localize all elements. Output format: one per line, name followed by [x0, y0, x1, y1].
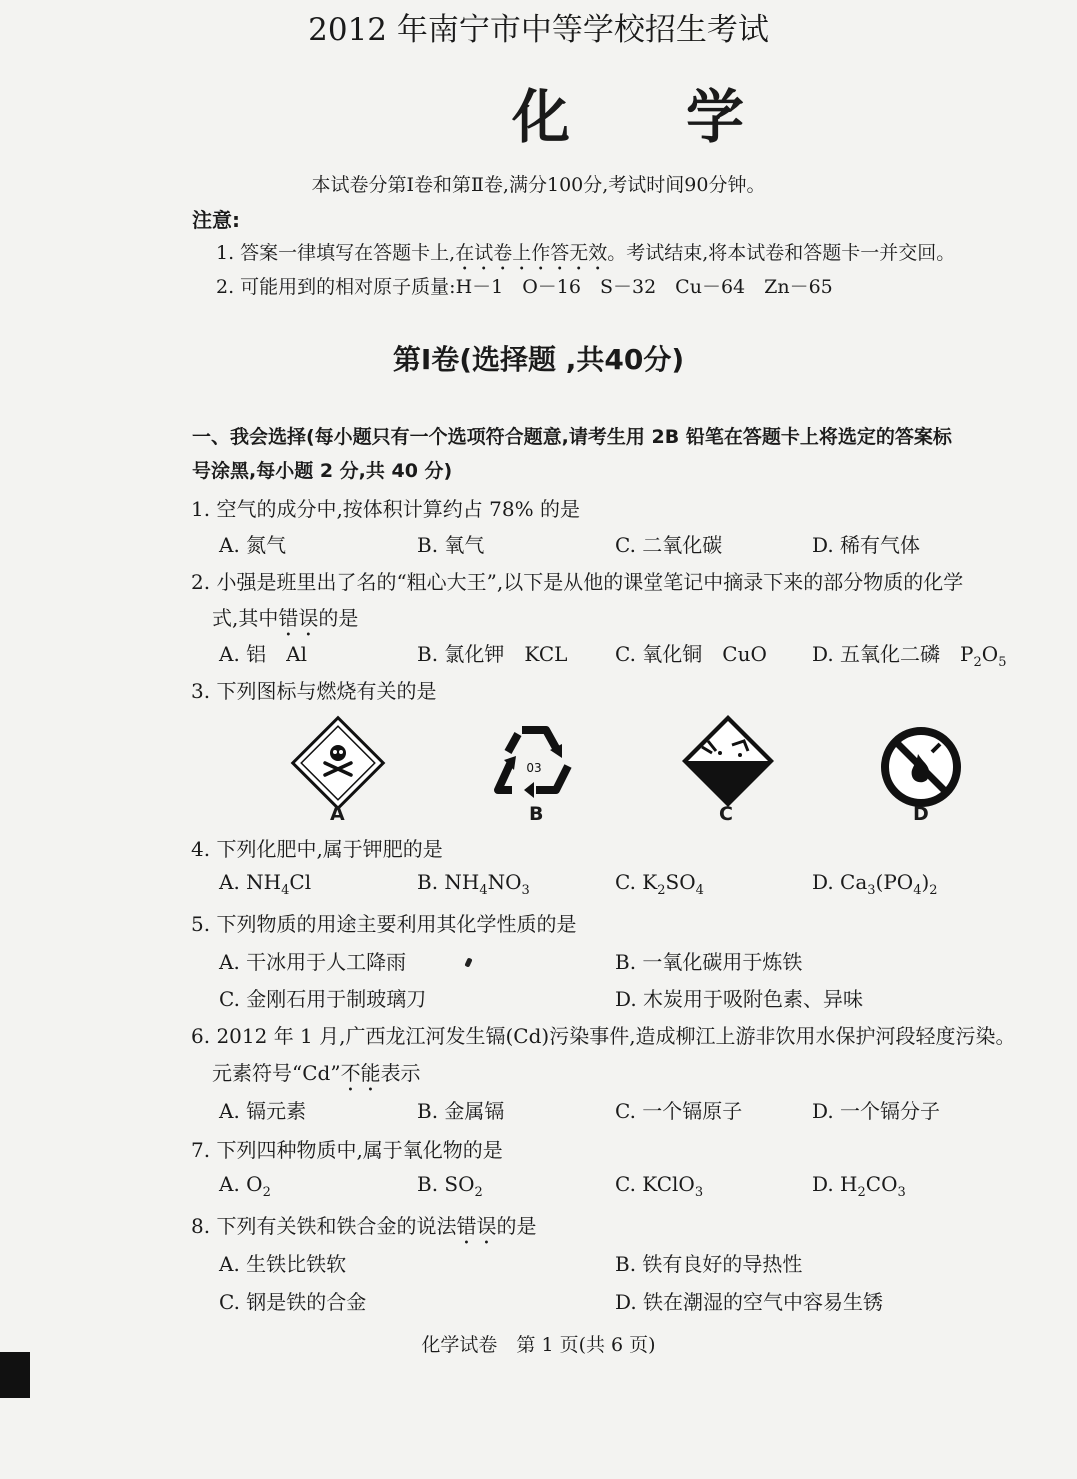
formula-subscript: 3 — [521, 883, 530, 898]
question-8-option-d: D. 铁在潮湿的空气中容易生锈 — [615, 1290, 884, 1314]
question-2-stem-text: 式,其中 — [212, 606, 279, 630]
formula-part: SO — [665, 870, 696, 894]
question-7-option-d — [812, 1172, 906, 1200]
formula-subscript: 2 — [262, 1185, 271, 1200]
question-8-stem-emphasis: 错误 — [456, 1214, 497, 1238]
formula-subscript: 4 — [479, 883, 488, 898]
formula-subscript: 4 — [281, 883, 290, 898]
question-6-option-d: D. 一个镉分子 — [812, 1099, 941, 1123]
icon-label-a: A — [330, 803, 345, 825]
question-8-stem — [191, 1210, 536, 1249]
section-instruction-line-2: 号涂黑,每小题 2 分,共 40 分) — [192, 460, 453, 482]
question-6-option-a: A. 镉元素 — [219, 1099, 307, 1123]
question-1-stem: 1. 空气的成分中,按体积计算约占 78% 的是 — [191, 497, 580, 521]
formula-part: NO — [487, 870, 522, 894]
question-7-stem: 7. 下列四种物质中,属于氧化物的是 — [191, 1138, 503, 1162]
question-8-option-a: A. 生铁比铁软 — [219, 1252, 347, 1276]
formula-subscript: 4 — [695, 883, 704, 898]
question-7-option-a — [219, 1172, 271, 1200]
question-6-stem-text: 元素符号“Cd” — [212, 1061, 341, 1085]
formula-subscript: 3 — [867, 883, 876, 898]
question-4-stem: 4. 下列化肥中,属于钾肥的是 — [191, 837, 443, 861]
recycling-symbol-icon — [488, 720, 580, 804]
question-7-option-b — [417, 1172, 483, 1200]
recycle-code: 03 — [526, 761, 542, 775]
question-1-option-a: A. 氮气 — [219, 533, 287, 557]
part-1-title: 第Ⅰ卷(选择题 ,共40分) — [392, 343, 685, 376]
notes-title: 注意: — [192, 208, 240, 232]
question-2-stem-line-1: 2. 小强是班里出了名的“粗心大王”,以下是从他的课堂笔记中摘录下来的部分物质的化学 — [191, 570, 964, 594]
question-8-stem-tail: 的是 — [496, 1214, 537, 1238]
question-2-option-d — [812, 638, 1006, 670]
note-item-1-emphasis: 在试卷上作答无效 — [455, 242, 608, 264]
toxic-symbol-icon — [290, 715, 386, 811]
question-3-stem: 3. 下列图标与燃烧有关的是 — [191, 679, 437, 703]
question-4-option-b — [417, 870, 530, 898]
note-item-2: 2. 可能用到的相对原子质量:H－1 O－16 S－32 Cu－64 Zn－65 — [216, 276, 833, 298]
question-8-stem-text: 8. 下列有关铁和铁合金的说法 — [191, 1214, 457, 1238]
no-open-flame-icon — [880, 726, 962, 808]
formula-subscript: 2 — [857, 1185, 866, 1200]
question-8-option-b: B. 铁有良好的导热性 — [615, 1252, 803, 1276]
subject-title-char-1: 化 — [512, 83, 571, 151]
question-4-option-a — [219, 870, 311, 898]
question-6-option-c: C. 一个镉原子 — [615, 1099, 743, 1123]
formula-subscript: 2 — [657, 883, 666, 898]
question-8-option-c: C. 钢是铁的合金 — [219, 1290, 367, 1314]
note-item-1 — [216, 238, 955, 275]
formula-subscript: 5 — [998, 655, 1007, 670]
question-2-option-c: C. 氧化铜 CuO — [615, 642, 767, 666]
formula-part: B. NH — [417, 870, 480, 894]
question-2-stem-tail: 的是 — [318, 606, 359, 630]
corrosive-symbol-icon — [678, 711, 778, 811]
formula-part: C. K — [615, 870, 658, 894]
scan-speck — [464, 957, 472, 967]
question-5-option-d: D. 木炭用于吸附色素、异味 — [615, 987, 864, 1011]
question-4-option-d — [812, 870, 938, 898]
formula-subscript: 4 — [913, 883, 922, 898]
question-6-stem-tail: 表示 — [380, 1061, 421, 1085]
formula-part: A. NH — [219, 870, 282, 894]
icon-label-b: B — [529, 803, 544, 825]
question-6-stem-emphasis: 不能 — [340, 1061, 381, 1085]
formula-subscript: 2 — [929, 883, 938, 898]
formula-part: D. 五氧化二磷 P — [812, 642, 974, 666]
note-item-1-text-c: 。考试结束,将本试卷和答题卡一并交回。 — [607, 242, 956, 264]
icon-label-c: C — [719, 803, 733, 825]
formula-part: B. SO — [417, 1172, 475, 1196]
question-2-option-a: A. 铝 Al — [219, 642, 307, 666]
section-instruction-line-1: 一、我会选择(每小题只有一个选项符合题意,请考生用 2B 铅笔在答题卡上将选定的答案标 — [192, 426, 952, 448]
question-5-stem: 5. 下列物质的用途主要利用其化学性质的是 — [191, 912, 577, 936]
formula-part: A. O — [219, 1172, 263, 1196]
icon-label-d: D — [913, 803, 929, 825]
exam-title: 2012 年南宁市中等学校招生考试 — [308, 12, 769, 48]
question-1-option-d: D. 稀有气体 — [812, 533, 921, 557]
question-2-option-b: B. 氯化钾 KCL — [417, 642, 568, 666]
formula-subscript: 3 — [897, 1185, 906, 1200]
formula-subscript: 3 — [694, 1185, 704, 1200]
question-5-option-c: C. 金刚石用于制玻璃刀 — [219, 987, 427, 1011]
question-4-option-c — [615, 870, 704, 898]
formula-part: ) — [921, 870, 930, 894]
note-item-1-text-a: 1. 答案一律填写在答题卡上, — [216, 242, 456, 264]
formula-part: O — [981, 642, 999, 666]
question-2-stem-emphasis: 错误 — [278, 606, 319, 630]
question-6-stem-line-1: 6. 2012 年 1 月,广西龙江河发生镉(Cd)污染事件,造成柳江上游非饮用水保护河段轻度污染。 — [191, 1024, 1016, 1048]
question-5-option-a: A. 干冰用于人工降雨 — [219, 950, 407, 974]
scan-edge-mark — [0, 1352, 30, 1398]
page-footer: 化学试卷 第 1 页(共 6 页) — [421, 1334, 656, 1356]
formula-part: (PO — [875, 870, 914, 894]
question-6-stem-line-2 — [212, 1057, 421, 1096]
question-2-stem-line-2 — [212, 602, 358, 641]
formula-part: D. Ca — [812, 870, 868, 894]
subject-title-char-2: 学 — [686, 83, 745, 151]
question-1-option-c: C. 二氧化碳 — [615, 533, 723, 557]
question-5-option-b: B. 一氧化碳用于炼铁 — [615, 950, 803, 974]
formula-part: D. H — [812, 1172, 858, 1196]
exam-intro: 本试卷分第Ⅰ卷和第Ⅱ卷,满分100分,考试时间90分钟。 — [311, 174, 766, 196]
formula-subscript: 2 — [474, 1185, 483, 1200]
formula-subscript: 2 — [973, 655, 982, 670]
formula-part: C. KClO — [615, 1172, 695, 1196]
formula-part: CO — [865, 1172, 898, 1196]
question-1-option-b: B. 氧气 — [417, 533, 485, 557]
question-7-option-c — [615, 1172, 703, 1200]
formula-part: Cl — [289, 870, 312, 894]
question-6-option-b: B. 金属镉 — [417, 1099, 505, 1123]
